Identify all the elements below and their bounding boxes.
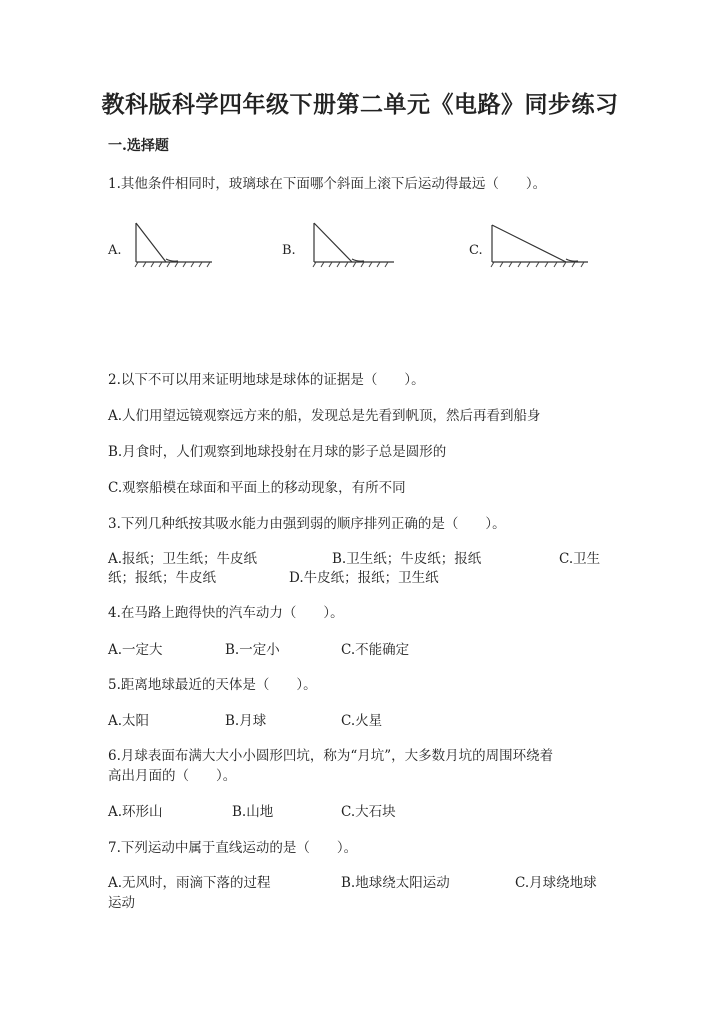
q3-option-b: B.卫生纸；牛皮纸；报纸 [332,551,482,567]
ramp-figure-b [300,215,400,271]
q2-option-c: C.观察船模在球面和平面上的移动现象，有所不同 [108,480,406,496]
q3-option-c-continued: 纸；报纸；牛皮纸 [108,570,216,586]
q1-stem: 1.其他条件相同时，玻璃球在下面哪个斜面上滚下后运动得最远（ ）。 [108,176,547,192]
q1-option-b-label: B. [282,243,296,258]
q3-option-a: A.报纸；卫生纸；牛皮纸 [108,551,258,567]
q1-option-c-label: C. [469,243,483,258]
q4-option-c: C.不能确定 [341,642,410,658]
q7-stem: 7.下列运动中属于直线运动的是（ ）。 [108,840,358,856]
q2-stem: 2.以下不可以用来证明地球是球体的证据是（ ）。 [108,372,425,388]
q4-option-b: B.一定小 [225,642,280,658]
q6-stem-continued: 高出月面的（ ）。 [108,768,237,784]
q6-option-c: C.大石块 [341,804,396,820]
q3-option-d: D.牛皮纸；报纸；卫生纸 [289,570,439,586]
q7-option-b: B.地球绕太阳运动 [341,875,450,891]
q5-stem: 5.距离地球最近的天体是（ ）。 [108,677,317,693]
ramp-figure-c [484,215,594,271]
q4-stem: 4.在马路上跑得快的汽车动力（ ）。 [108,605,344,621]
section-heading: 一.选择题 [108,138,169,154]
page-title: 教科版科学四年级下册第二单元《电路》同步练习 [101,91,619,118]
q5-option-b: B.月球 [225,713,267,729]
q5-option-c: C.火星 [341,713,383,729]
q3-stem: 3.下列几种纸按其吸水能力由强到弱的顺序排列正确的是（ ）。 [108,516,506,532]
q7-option-c-continued: 运动 [108,895,135,911]
q1-option-a-label: A. [108,243,122,258]
q2-option-b: B.月食时，人们观察到地球投射在月球的影子总是圆形的 [108,444,447,460]
q6-stem: 6.月球表面布满大大小小圆形凹坑，称为“月坑”，大多数月坑的周围环绕着 [108,748,554,764]
q6-option-a: A.环形山 [108,804,163,820]
q3-option-c: C.卫生 [559,551,601,567]
q2-option-a: A.人们用望远镜观察远方来的船，发现总是先看到帆顶，然后再看到船身 [108,408,541,424]
ramp-figure-a [126,215,218,271]
q5-option-a: A.太阳 [108,713,150,729]
q6-option-b: B.山地 [232,804,274,820]
q7-option-a: A.无风时，雨滴下落的过程 [108,875,271,891]
q7-option-c: C.月球绕地球 [515,875,597,891]
q4-option-a: A.一定大 [108,642,163,658]
